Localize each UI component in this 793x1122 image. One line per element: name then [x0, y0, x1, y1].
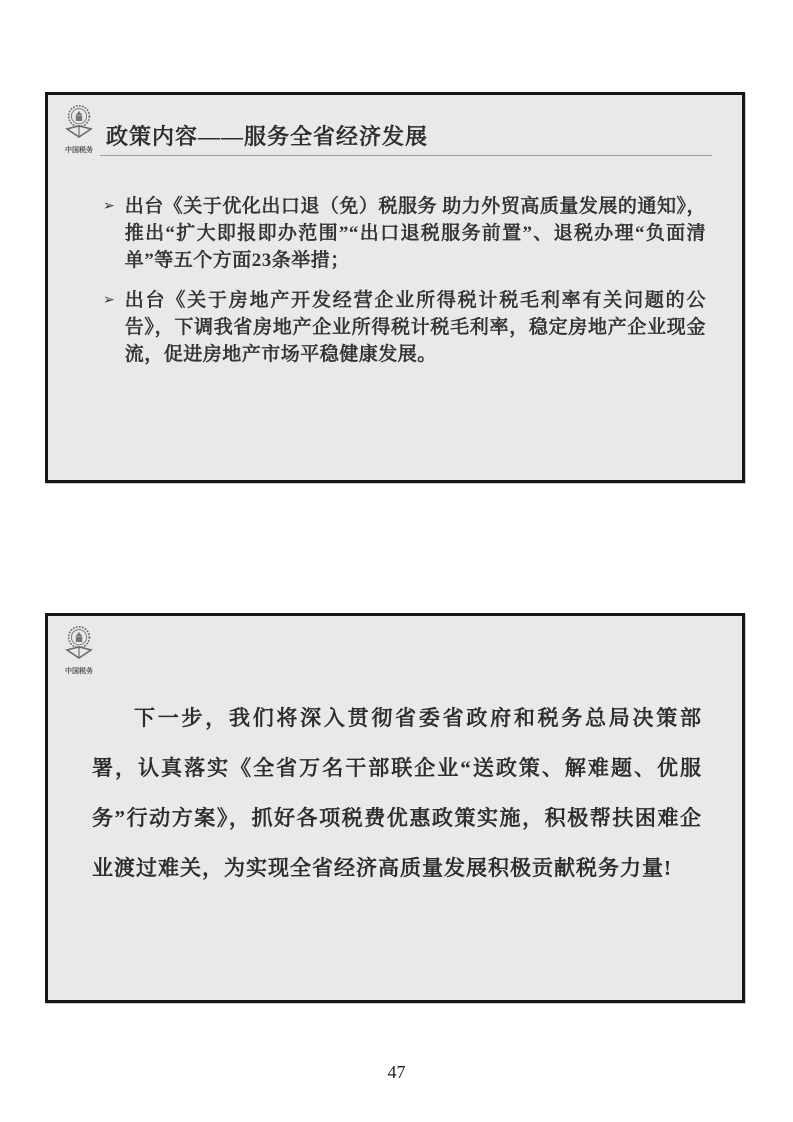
arrow-bullet-icon: ➢ — [103, 293, 115, 308]
list-item — [103, 193, 706, 274]
slide-title: 政策内容——服务全省经济发展 — [106, 124, 429, 149]
logo-caption: 中国税务 — [65, 146, 93, 154]
taxation-emblem-icon — [63, 625, 95, 667]
list-item — [103, 287, 706, 368]
logo-caption: 中国税务 — [65, 667, 93, 675]
slide-policy-content — [45, 92, 745, 483]
page-number: 47 — [387, 1062, 406, 1082]
bullet-text: 出台《关于房地产开发经营企业所得税计税毛利率有关问题的公告》，下调我省房地产企业所得税计税毛利率，稳定房地产企业现金流，促进房地产市场平稳健康发展。 — [124, 290, 706, 365]
title-underline — [100, 155, 712, 156]
arrow-bullet-icon: ➢ — [103, 199, 115, 214]
china-taxation-logo — [60, 625, 98, 675]
bullet-list — [103, 193, 706, 368]
slide-header — [48, 95, 742, 154]
taxation-emblem-icon — [63, 104, 95, 146]
closing-paragraph: 下一步，我们将深入贯彻省委省政府和税务总局决策部署，认真落实《全省万名干部联企业“送政策、解难题、优服务”行动方案》，抓好各项税费优惠政策实施，积极帮扶困难企业渡过难关，为实现全省经济高质量发展积极贡献税务力量! — [92, 706, 702, 880]
slide-closing-remarks — [45, 613, 745, 1003]
china-taxation-logo — [60, 104, 98, 154]
bullet-text: 出台《关于优化出口退（免）税服务 助力外贸高质量发展的通知》，推出“扩大即报即办范围”“出口退税服务前置”、退税办理“负面清单”等五个方面23条举措； — [124, 196, 706, 271]
